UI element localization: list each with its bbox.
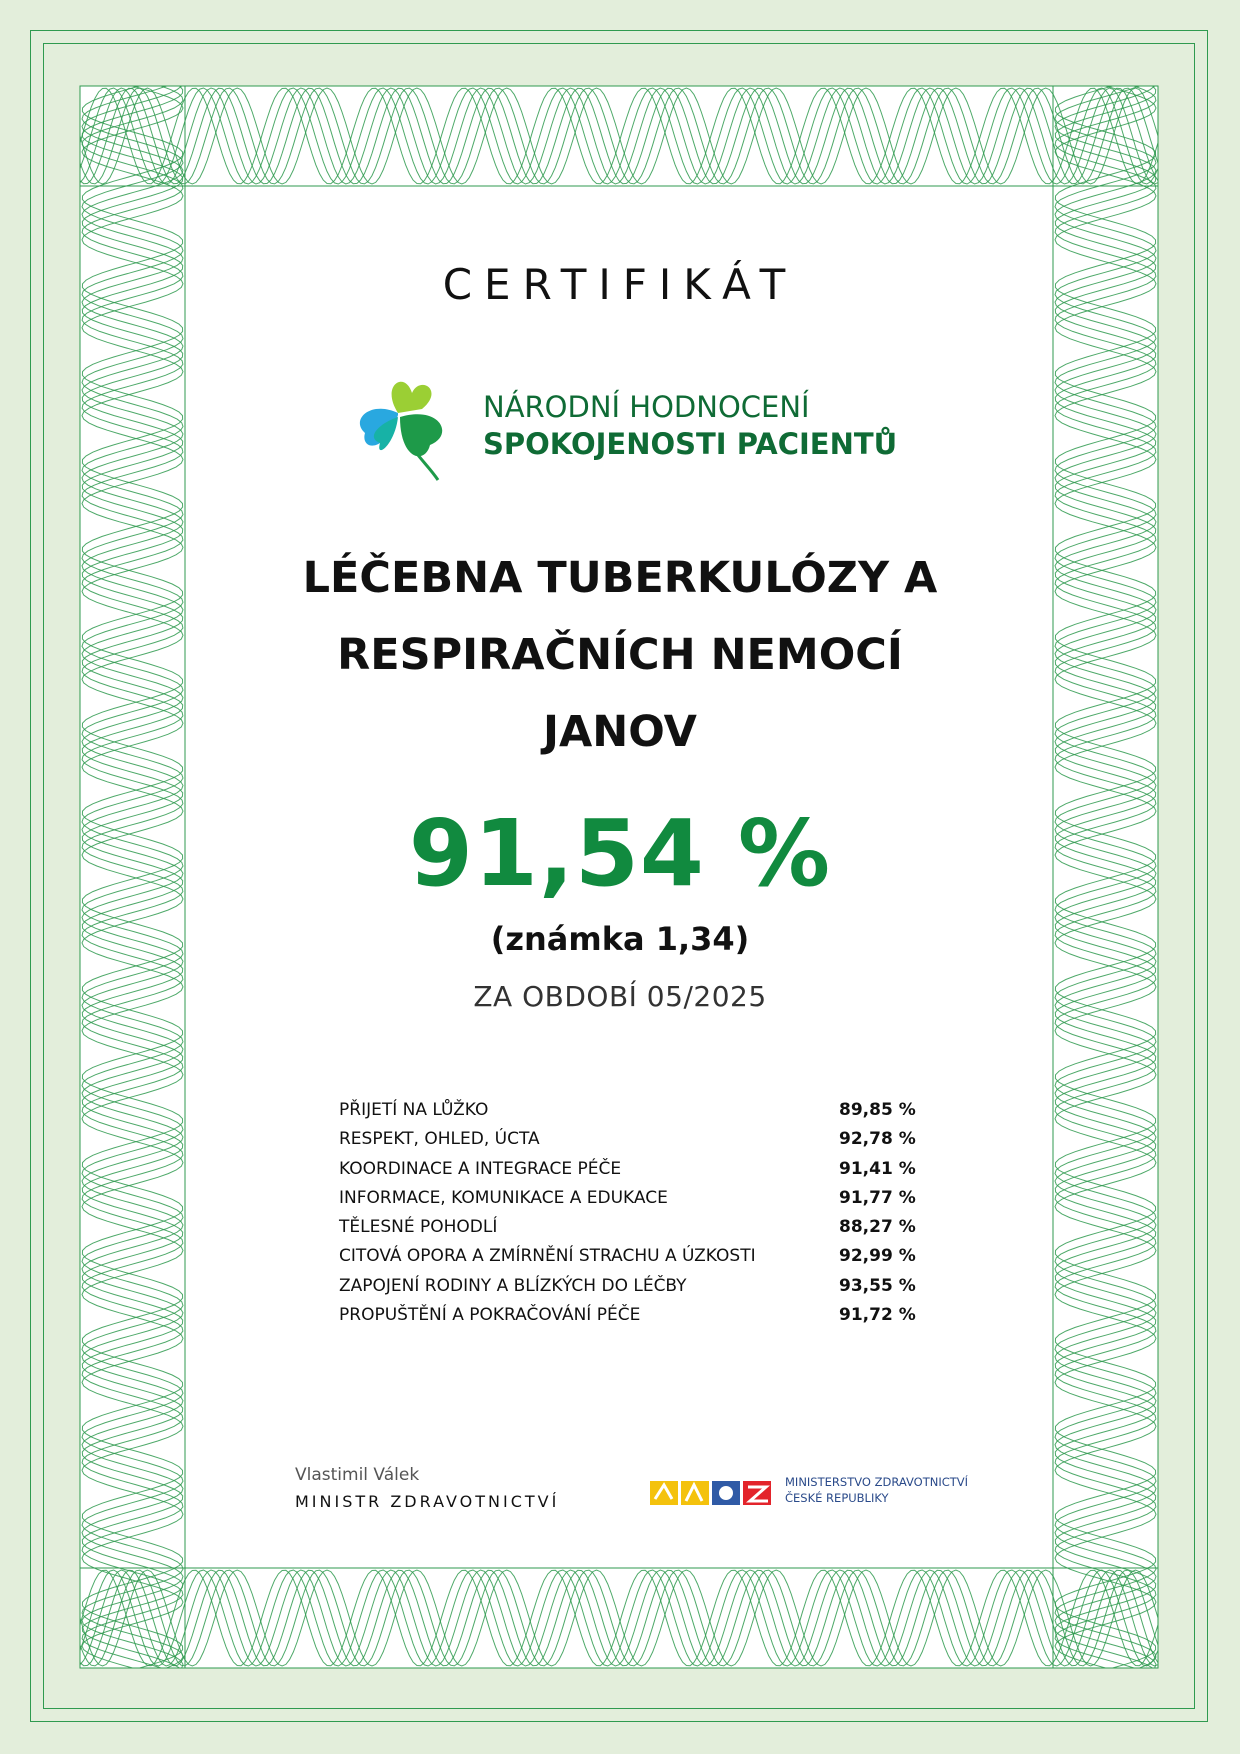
category-row (339, 1305, 919, 1334)
category-value: 93,55 % (839, 1275, 916, 1296)
grade: (známka 1,34) (490, 920, 750, 958)
facility-name (185, 540, 1055, 771)
category-row (339, 1276, 919, 1305)
category-value: 92,78 % (839, 1129, 916, 1150)
category-value: 88,27 % (839, 1217, 916, 1238)
category-label: INFORMACE, KOMUNIKACE A EDUKACE (339, 1187, 668, 1208)
category-row (339, 1159, 919, 1188)
facility-name-line2: RESPIRAČNÍCH NEMOCÍ (337, 630, 903, 680)
facility-name-line1: LÉČEBNA TUBERKULÓZY A (302, 553, 938, 603)
four-leaf-clover-icon (350, 365, 450, 485)
category-label: KOORDINACE A INTEGRACE PÉČE (339, 1158, 622, 1179)
category-value: 89,85 % (839, 1100, 916, 1120)
program-name-line1: NÁRODNÍ HODNOCENÍ (483, 390, 810, 424)
overall-score: 91,54 % (408, 800, 832, 907)
category-table (339, 1100, 919, 1334)
category-value: 91,72 % (839, 1305, 916, 1326)
evaluation-period: ZA OBDOBÍ 05/2025 (473, 980, 767, 1013)
category-row (339, 1217, 919, 1246)
category-label: PROPUŠTĚNÍ A POKRAČOVÁNÍ PÉČE (339, 1305, 641, 1326)
certificate-title: CERTIFIKÁT (442, 260, 798, 309)
category-label: PŘIJETÍ NA LŮŽKO (339, 1100, 489, 1120)
category-row (339, 1100, 919, 1129)
category-label: RESPEKT, OHLED, ÚCTA (339, 1129, 540, 1150)
signatory-name: Vlastimil Válek (295, 1465, 420, 1485)
certificate-content (185, 190, 1055, 1550)
category-label: TĚLESNÉ POHODLÍ (339, 1217, 498, 1238)
category-value: 92,99 % (839, 1246, 916, 1267)
category-row (339, 1246, 919, 1275)
category-row (339, 1188, 919, 1217)
category-label: ZAPOJENÍ RODINY A BLÍZKÝCH DO LÉČBY (339, 1275, 687, 1296)
category-value: 91,41 % (839, 1158, 916, 1179)
ministry-name-line2: ČESKÉ REPUBLIKY (785, 1491, 889, 1505)
signatory-title: MINISTR ZDRAVOTNICTVÍ (295, 1492, 560, 1511)
facility-name-line3: JANOV (543, 707, 697, 757)
category-row (339, 1129, 919, 1158)
category-value: 91,77 % (839, 1187, 916, 1208)
ministry-name-line1: MINISTERSTVO ZDRAVOTNICTVÍ (785, 1475, 969, 1489)
program-name-line2: SPOKOJENOSTI PACIENTŮ (483, 427, 898, 461)
ministry-logo-icon (650, 1477, 775, 1507)
category-label: CITOVÁ OPORA A ZMÍRNĚNÍ STRACHU A ÚZKOSTI (339, 1246, 756, 1267)
